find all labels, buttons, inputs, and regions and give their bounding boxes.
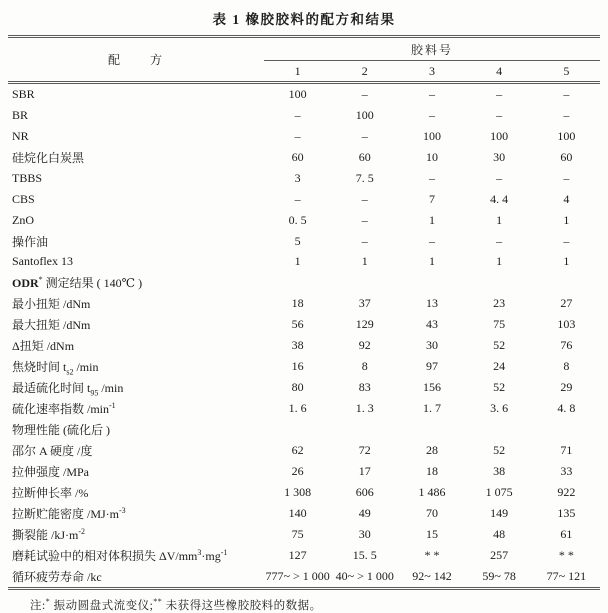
compound-number-5: 5 xyxy=(563,63,570,78)
value-cell: 100 xyxy=(557,128,576,143)
table-row xyxy=(8,168,600,189)
value-cell: 40~ > 1 000 xyxy=(335,568,394,583)
value-cell: 100 xyxy=(490,128,509,143)
table-row xyxy=(8,524,600,545)
value-cell: 27 xyxy=(560,296,573,311)
table-row xyxy=(8,231,600,252)
row-label: 拉断贮能密度 $/MJ\cdot m^{-3}$ xyxy=(12,505,126,521)
column-header-formulation: 配 方 xyxy=(107,53,164,67)
value-cell: 92~ 142 xyxy=(412,568,452,583)
row-label: 最适硫化时间 $t_{95}$ /min xyxy=(12,381,124,398)
value-cell: 1 xyxy=(428,212,435,227)
row-label: 撕裂能 $/kJ\cdot m^{-2}$ xyxy=(12,526,86,542)
value-cell: – xyxy=(428,170,435,185)
value-cell: 4. 8 xyxy=(557,401,576,416)
value-cell: 43 xyxy=(425,317,438,332)
table-title: 表 1 橡胶胶料的配方和结果 xyxy=(212,12,396,27)
row-label: NR xyxy=(12,128,29,143)
value-cell: 127 xyxy=(288,547,307,562)
row-label: 磨耗试验中的相对体积损失 $\Delta V/mm^3\cdot mg^{-1}$ xyxy=(12,547,228,563)
row-label: 最大扭矩 /dNm xyxy=(12,318,91,333)
value-cell: 3 xyxy=(294,170,301,185)
value-cell: – xyxy=(496,170,503,185)
value-cell: 135 xyxy=(557,505,576,520)
value-cell: – xyxy=(563,107,570,122)
table-header xyxy=(8,37,600,83)
value-cell: 28 xyxy=(425,442,438,457)
table-row xyxy=(8,356,600,377)
row-label: 物理性能 (硫化后 ) xyxy=(12,422,110,437)
row-label: BR xyxy=(12,107,29,122)
value-cell: – xyxy=(428,233,435,248)
table-row xyxy=(8,126,600,147)
value-cell: – xyxy=(496,107,503,122)
value-cell: 10 xyxy=(425,149,438,164)
value-cell: 1 308 xyxy=(284,484,312,499)
value-cell: 61 xyxy=(560,526,573,541)
table-row xyxy=(8,105,600,126)
row-label: 拉断伸长率 /% xyxy=(12,485,89,500)
value-cell: 1. 3 xyxy=(355,401,374,416)
value-cell: – xyxy=(563,233,570,248)
value-cell: 52 xyxy=(493,338,506,353)
table-row xyxy=(8,210,600,231)
value-cell: 1. 7 xyxy=(422,401,441,416)
value-cell: 97 xyxy=(425,359,438,374)
value-cell: 100 xyxy=(422,128,441,143)
value-cell: 62 xyxy=(291,442,304,457)
value-cell: – xyxy=(496,86,503,101)
value-cell: 13 xyxy=(425,296,438,311)
row-label: 拉伸强度 /MPa xyxy=(12,464,90,479)
section-spacer xyxy=(264,272,600,293)
table-row xyxy=(8,293,600,314)
value-cell: 60 xyxy=(560,149,573,164)
table-row xyxy=(8,398,600,419)
value-cell: 140 xyxy=(288,505,307,520)
value-cell: 24 xyxy=(493,359,506,374)
value-cell: 83 xyxy=(358,380,371,395)
value-cell: 37 xyxy=(358,296,371,311)
value-cell: 100 xyxy=(288,86,307,101)
compound-number-4: 4 xyxy=(496,63,503,78)
compound-number-1: 1 xyxy=(294,63,301,78)
compound-number-3: 3 xyxy=(428,63,435,78)
value-cell: 777~ > 1 000 xyxy=(265,568,330,583)
table-row xyxy=(8,566,600,588)
value-cell: 29 xyxy=(560,380,573,395)
section-row xyxy=(8,272,600,293)
value-cell: 4 xyxy=(563,191,570,206)
row-label: 硅烷化白炭黑 xyxy=(12,150,85,165)
value-cell: – xyxy=(361,128,368,143)
value-cell: – xyxy=(428,86,435,101)
row-label: 硫化速率指数 $/\min^{-1}$ xyxy=(12,401,116,417)
table-row xyxy=(8,482,600,503)
value-cell: 52 xyxy=(493,442,506,457)
value-cell: – xyxy=(496,233,503,248)
value-cell: – xyxy=(361,86,368,101)
table-row xyxy=(8,503,600,524)
table-row xyxy=(8,83,600,105)
value-cell: 922 xyxy=(557,484,576,499)
table-row xyxy=(8,147,600,168)
value-cell: 1 075 xyxy=(485,484,513,499)
value-cell: 5 xyxy=(294,233,301,248)
value-cell: 80 xyxy=(291,380,304,395)
value-cell: 1 xyxy=(496,254,503,269)
value-cell: 48 xyxy=(493,526,506,541)
value-cell: 8 xyxy=(563,359,570,374)
value-cell: 71 xyxy=(560,442,573,457)
row-label: Δ扭矩 /dNm xyxy=(12,339,75,354)
value-cell: 4. 4 xyxy=(490,191,509,206)
value-cell: – xyxy=(563,170,570,185)
value-cell: – xyxy=(361,212,368,227)
value-cell: 76 xyxy=(560,338,573,353)
value-cell: 0. 5 xyxy=(288,212,307,227)
row-label: 最小扭矩 /dNm xyxy=(12,297,91,312)
value-cell: 606 xyxy=(355,484,374,499)
value-cell: 7 xyxy=(428,191,435,206)
value-cell: 72 xyxy=(358,442,371,457)
value-cell: 18 xyxy=(291,296,304,311)
footnote: 注:* 振动圆盘式流变仪;** 未获得这些橡胶胶料的数据。 xyxy=(30,596,322,612)
compound-number-2: 2 xyxy=(361,63,368,78)
section-spacer xyxy=(264,419,600,440)
value-cell: – xyxy=(294,128,301,143)
row-label: 循环疲劳寿命 /kc xyxy=(12,569,102,584)
table-row xyxy=(8,252,600,273)
value-cell: 1 xyxy=(361,254,368,269)
value-cell: 156 xyxy=(422,380,441,395)
row-label: 操作油 xyxy=(12,234,49,249)
value-cell: 18 xyxy=(425,463,438,478)
value-cell: 8 xyxy=(361,359,368,374)
value-cell: 100 xyxy=(355,107,374,122)
value-cell: * * xyxy=(558,547,574,562)
value-cell: 59~ 78 xyxy=(482,568,516,583)
table-row xyxy=(8,377,600,398)
value-cell: 38 xyxy=(291,338,304,353)
value-cell: 38 xyxy=(493,463,506,478)
value-cell: – xyxy=(563,86,570,101)
value-cell: 15 xyxy=(425,526,438,541)
value-cell: 60 xyxy=(291,149,304,164)
formulation-results-table xyxy=(8,35,600,590)
value-cell: 3. 6 xyxy=(490,401,509,416)
value-cell: 1 xyxy=(496,212,503,227)
value-cell: 30 xyxy=(358,526,371,541)
value-cell: 70 xyxy=(425,505,438,520)
table-row xyxy=(8,189,600,210)
value-cell: 75 xyxy=(291,526,304,541)
value-cell: 33 xyxy=(560,463,573,478)
value-cell: 257 xyxy=(490,547,509,562)
value-cell: 129 xyxy=(355,317,374,332)
value-cell: 1 xyxy=(563,254,570,269)
value-cell: 1 486 xyxy=(418,484,446,499)
value-cell: 16 xyxy=(291,359,304,374)
row-label: ODR* 测定结果 ( 140℃ ) xyxy=(12,275,143,291)
value-cell: 56 xyxy=(291,317,304,332)
value-cell: 103 xyxy=(557,317,576,332)
row-label: Santoflex 13 xyxy=(12,254,73,269)
value-cell: – xyxy=(294,191,301,206)
row-label: ZnO xyxy=(12,212,34,227)
value-cell: * * xyxy=(424,547,440,562)
value-cell: – xyxy=(294,107,301,122)
value-cell: 75 xyxy=(493,317,506,332)
value-cell: 52 xyxy=(493,380,506,395)
value-cell: 7. 5 xyxy=(355,170,374,185)
value-cell: 1 xyxy=(563,212,570,227)
value-cell: 30 xyxy=(493,149,506,164)
value-cell: 60 xyxy=(358,149,371,164)
row-label: CBS xyxy=(12,191,35,206)
value-cell: 30 xyxy=(425,338,438,353)
value-cell: 77~ 121 xyxy=(546,568,587,583)
value-cell: 17 xyxy=(358,463,371,478)
column-group-header-compound-number: 胶料号 xyxy=(264,37,600,61)
value-cell: 23 xyxy=(493,296,506,311)
value-cell: – xyxy=(361,233,368,248)
value-cell: 26 xyxy=(291,463,304,478)
value-cell: 92 xyxy=(358,338,371,353)
row-label: 邵尔 A 硬度 /度 xyxy=(12,443,93,458)
value-cell: 1. 6 xyxy=(288,401,307,416)
row-label: 焦烧时间 $t_{s2}$ /min xyxy=(12,360,99,377)
value-cell: – xyxy=(361,191,368,206)
value-cell: 49 xyxy=(358,505,371,520)
value-cell: 15. 5 xyxy=(352,547,377,562)
table-row xyxy=(8,545,600,566)
table-row xyxy=(8,335,600,356)
row-label: SBR xyxy=(12,86,35,101)
table-row xyxy=(8,461,600,482)
value-cell: 1 xyxy=(428,254,435,269)
value-cell: 149 xyxy=(490,505,509,520)
value-cell: – xyxy=(428,107,435,122)
value-cell: 1 xyxy=(294,254,301,269)
row-label: TBBS xyxy=(12,170,43,185)
table-body xyxy=(8,83,600,589)
table-row xyxy=(8,440,600,461)
table-row xyxy=(8,314,600,335)
section-row xyxy=(8,419,600,440)
